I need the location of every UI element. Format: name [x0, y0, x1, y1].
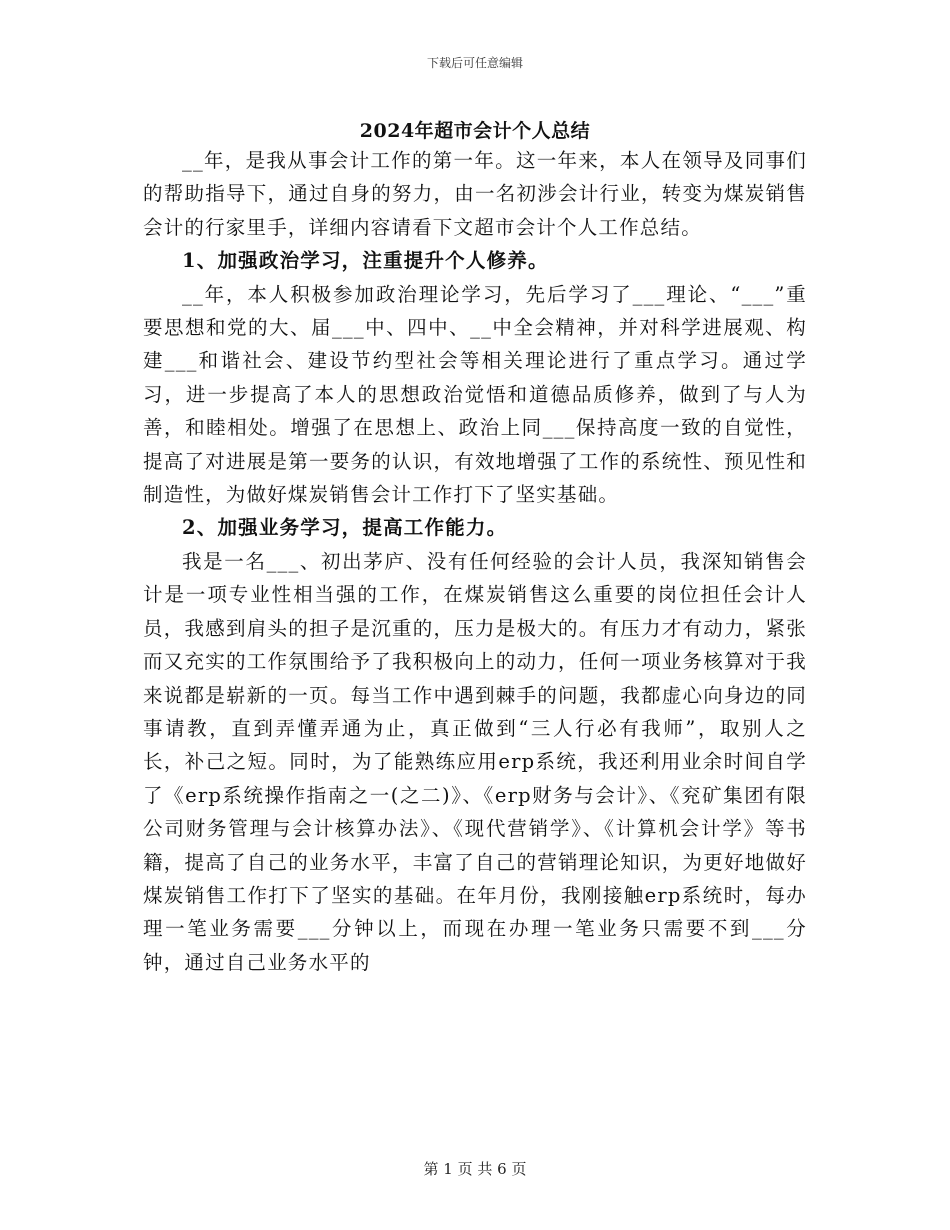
page-header-note: 下载后可任意编辑: [426, 56, 523, 70]
section-heading-business: 2、加强业务学习，提高工作能力。: [182, 516, 508, 540]
document-title: 2024年超市会计个人总结: [359, 120, 591, 142]
business-paragraph: 我是一名___、初出茅庐、没有任何经验的会计人员，我深知销售会计是一项专业性相当强的工作，在煤炭销售这么重要的岗位担任会计人员，我感到肩头的担子是沉重的，压力是极大的。有压力才有动力，紧张而又充实的工作氛围给予了我积极向上的动力，任何一项业务核算对于我来说都是崭新的一页。每当工作中遇到棘手的问题，我都虚心向身边的同事请教，直到弄懂弄通为止，真正做到“三人行必有我师”，取别人之长，补己之短。同时，为了能熟练应用erp系统，我还利用业余时间自学了《erp系统操作指南之一(之二)》、《erp财务与会计》、《兖矿集团有限公司财务管理与会计核算办法》、《现代营销学》、《计算机会计学》等书籍，提高了自己的业务水平，丰富了自己的营销理论知识，为更好地做好煤炭销售工作打下了坚实的基础。在年月份，我刚接触erp系统时，每办理一笔业务需要___分钟以上，而现在办理一笔业务只需要不到___分钟，通过自己业务水平的: [143, 549, 807, 974]
intro-paragraph: __年，是我从事会计工作的第一年。这一年来，本人在领导及同事们的帮助指导下，通过自身的努力，由一名初涉会计行业，转变为煤炭销售会计的行家里手，详细内容请看下文超市会计个人工作总结。: [143, 149, 807, 239]
document-body: [143, 144, 807, 979]
politics-paragraph: __年，本人积极参加政治理论学习，先后学习了___理论、“___”重要思想和党的大、届___中、四中、__中全会精神，并对科学进展观、构建___和谐社会、建设节约型社会等相关理论进行了重点学习。通过学习，进一步提高了本人的思想政治觉悟和道德品质修养，做到了与人为善，和睦相处。增强了在思想上、政治上同___保持高度一致的自觉性，提高了对进展是第一要务的认识，有效地增强了工作的系统性、预见性和制造性，为做好煤炭销售会计工作打下了坚实基础。: [143, 282, 807, 507]
section-heading-politics: 1、加强政治学习，注重提升个人修养。: [182, 249, 549, 273]
page-number-footer: 第 1 页 共 6 页: [423, 1160, 527, 1178]
